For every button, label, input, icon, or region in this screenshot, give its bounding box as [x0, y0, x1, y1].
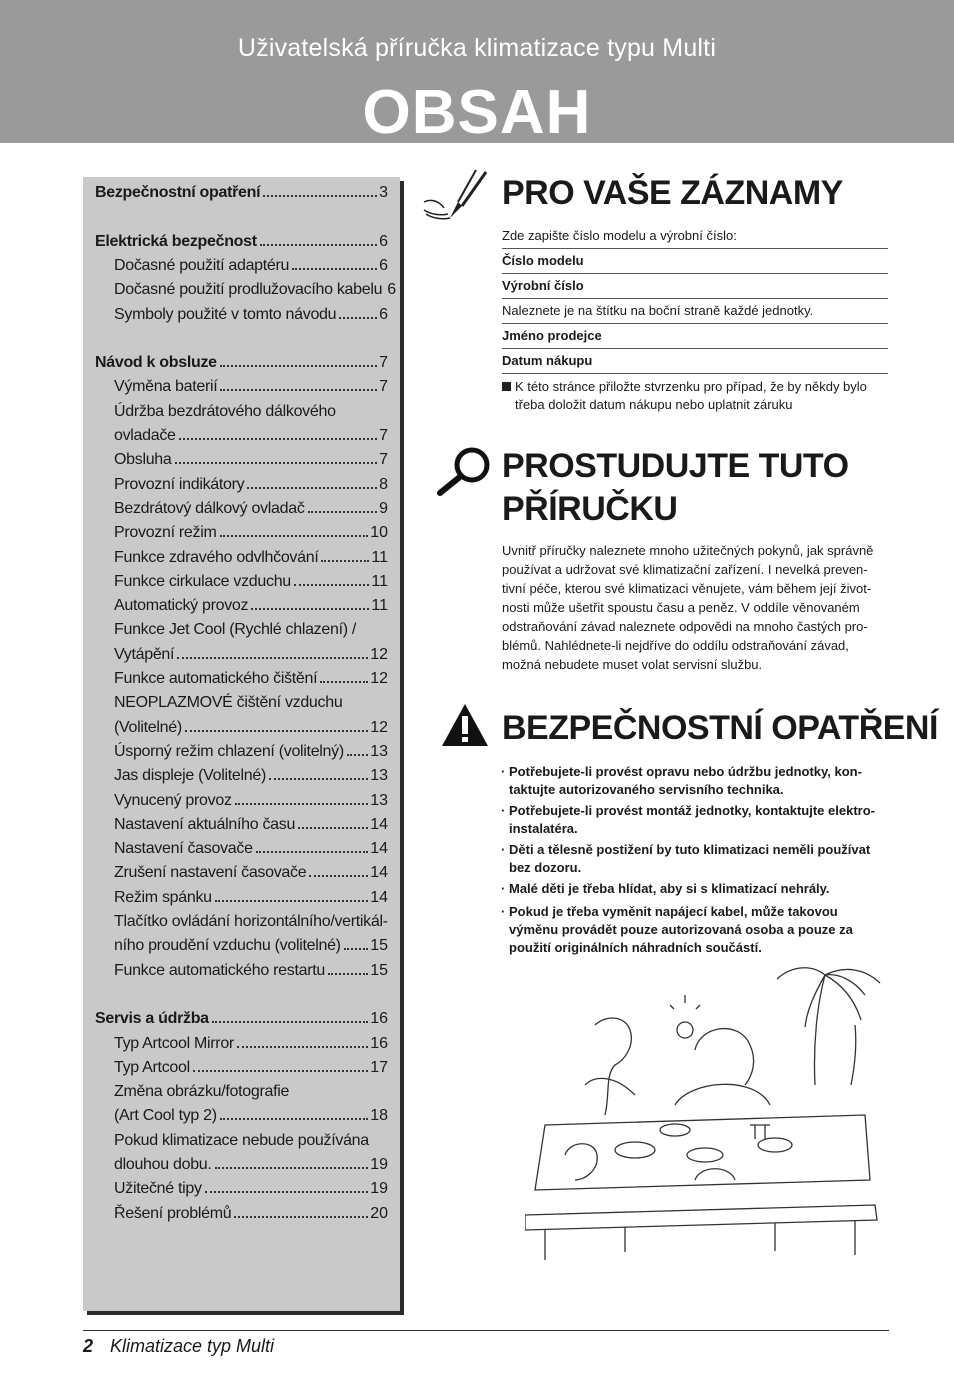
toc-leader-dots	[177, 656, 368, 659]
safety-item-line: instalatéra.	[509, 821, 578, 836]
safety-item-line: bez dozoru.	[509, 860, 582, 875]
toc-entry-page: 18	[370, 1107, 388, 1125]
footer-divider	[83, 1330, 889, 1331]
bullet-icon: ·	[501, 842, 506, 857]
picnic-illustration	[525, 965, 890, 1265]
toc-leader-dots	[220, 1117, 368, 1120]
study-title-line1: PROSTUDUJTE TUTO	[502, 447, 849, 485]
toc-entry-label: Úsporný režim chlazení (volitelný)	[114, 742, 344, 760]
divider	[502, 323, 888, 324]
toc-entry-page: 16	[370, 1034, 388, 1052]
toc-entry	[114, 401, 388, 423]
records-note-line1: K této stránce přiložte stvrzenku pro případ, že by někdy bylo	[515, 379, 867, 394]
toc-entry	[114, 1105, 388, 1127]
bullet-icon: ·	[501, 803, 506, 818]
toc-entry	[114, 595, 388, 617]
toc-entry-label: Dočasné použití adaptéru	[114, 256, 290, 274]
toc-entry-page: 8	[379, 475, 388, 493]
toc-leader-dots	[344, 947, 369, 950]
toc-leader-dots	[212, 1020, 368, 1023]
toc-entry-label: (Volitelné)	[114, 718, 182, 736]
toc-entry-label: Tlačítko ovládání horizontálního/vertikál-	[114, 913, 388, 930]
toc-entry	[114, 838, 388, 860]
toc-leader-dots	[179, 437, 377, 440]
toc-entry-label: Provozní indikátory	[114, 475, 245, 493]
toc-entry	[114, 668, 388, 690]
toc-entry-label: Změna obrázku/fotografie	[114, 1083, 290, 1101]
study-text-line: blémů. Nahlédnete-li nejdříve do oddílu odstraňování závad,	[502, 638, 849, 653]
toc-entry	[114, 814, 388, 836]
model-label: Číslo modelu	[502, 253, 584, 268]
safety-item-line: Malé děti je třeba hlídat, aby si s klimatizací nehrály.	[509, 881, 830, 896]
toc-entry	[114, 1154, 388, 1176]
toc-entry	[114, 960, 388, 982]
toc-leader-dots	[251, 607, 369, 610]
toc-leader-dots	[205, 1190, 369, 1193]
toc-entry-page: 14	[370, 815, 388, 833]
toc-entry	[114, 741, 388, 763]
serial-note: Naleznete je na štítku na boční straně každé jednotky.	[502, 303, 814, 318]
toc-entry-label: Symboly použité v tomto návodu	[114, 305, 337, 323]
toc-leader-dots	[328, 972, 368, 975]
toc-leader-dots	[237, 1045, 368, 1048]
magnifier-icon	[436, 445, 494, 497]
toc-leader-dots	[235, 802, 369, 805]
toc-entry-label: Nastavení aktuálního času	[114, 815, 296, 833]
toc-entry-page: 15	[370, 937, 388, 955]
toc-entry-label: NEOPLAZMOVÉ čištění vzduchu	[114, 694, 343, 712]
toc-entry	[114, 1178, 388, 1200]
divider	[502, 373, 888, 374]
toc-entry	[114, 279, 397, 301]
toc-entry-page: 12	[370, 670, 388, 687]
divider	[502, 273, 888, 274]
header-subtitle: Uživatelská příručka klimatizace typu Multi	[237, 34, 717, 62]
toc-leader-dots	[234, 1215, 368, 1218]
toc-leader-dots	[185, 729, 368, 732]
toc-entry	[114, 790, 388, 812]
toc-leader-dots	[193, 1069, 368, 1072]
toc-entry-page: 11	[371, 548, 388, 566]
serial-label: Výrobní číslo	[502, 278, 584, 293]
toc-entry-label: (Art Cool typ 2)	[114, 1107, 217, 1125]
toc-entry	[114, 425, 388, 447]
safety-item-line: Potřebujete-li provést opravu nebo údržbu jednotky, kon-	[509, 764, 862, 779]
toc-entry-page: 12	[370, 645, 388, 663]
toc-leader-dots	[215, 899, 368, 902]
toc-entry	[114, 571, 388, 593]
toc-entry-label: Servis a údržba	[95, 1010, 209, 1028]
toc-entry-page: 9	[379, 499, 388, 517]
toc-entry	[114, 474, 388, 496]
toc-entry-page: 7	[379, 354, 388, 372]
toc-entry-page: 19	[370, 1156, 388, 1173]
toc-leader-dots	[269, 777, 368, 780]
page-title: OBSAH	[362, 78, 592, 147]
toc-entry-page: 7	[379, 378, 388, 396]
toc-entry-label: Výměna baterií	[114, 378, 218, 396]
toc-entry-label: Užitečné tipy	[114, 1180, 202, 1198]
toc-entry	[114, 619, 388, 641]
toc-entry	[114, 547, 388, 569]
toc-entry-label: Automatický provoz	[114, 597, 249, 615]
study-text-line: používat a udržovat své klimatizační zařízení. I nevelká preven-	[502, 562, 868, 577]
toc-entry-label: Funkce cirkulace vzduchu	[114, 572, 291, 590]
toc-leader-dots	[175, 461, 378, 464]
toc-entry-page: 20	[370, 1204, 388, 1222]
toc-entry-page: 15	[370, 961, 388, 979]
safety-item-line: výměnu provádět pouze autorizovaná osoba a pouze za	[509, 922, 853, 937]
toc-entry-label: Řešení problémů	[114, 1204, 232, 1222]
safety-title: BEZPEČNOSTNÍ OPATŘENÍ	[502, 709, 938, 747]
study-text-line: nosti může ušetřit spoustu času a peněz. V oddíle věnovaném	[502, 600, 860, 615]
study-text	[502, 541, 892, 674]
toc-entry-label: Zrušení nastavení časovače	[114, 864, 307, 882]
safety-item-line: taktujte autorizovaného servisního technika.	[509, 782, 784, 797]
toc-entry-label: Režim spánku	[114, 888, 212, 906]
divider	[502, 298, 888, 299]
page-number: 2	[83, 1336, 94, 1356]
toc-entry-label: Nastavení časovače	[114, 840, 253, 858]
toc-entry-page: 7	[379, 427, 388, 444]
toc-entry-page: 6	[387, 281, 397, 299]
toc-leader-dots	[321, 559, 369, 562]
toc-entry-page: 11	[371, 572, 388, 590]
table-of-contents	[83, 177, 400, 1311]
toc-entry	[95, 352, 388, 374]
toc-entry	[114, 887, 388, 909]
bullet-icon: ·	[501, 764, 506, 779]
toc-entry-page: 13	[370, 791, 388, 809]
toc-entry-label: dlouhou dobu.	[114, 1156, 212, 1173]
toc-entry	[114, 522, 388, 544]
safety-item-text	[509, 903, 893, 957]
toc-entry-page: 12	[370, 718, 388, 736]
toc-entry-label: Návod k obsluze	[95, 354, 217, 372]
toc-entry	[114, 765, 388, 787]
toc-entry-page: 6	[379, 305, 388, 323]
warning-icon	[440, 702, 490, 748]
records-note	[502, 378, 892, 414]
study-text-line: Uvnitř příručky naleznete mnoho užitečných pokynů, jak správně	[502, 543, 874, 558]
toc-entry-page: 14	[370, 840, 388, 858]
toc-leader-dots	[220, 388, 377, 391]
study-text-line: možná nebudete muset volat servisní službu.	[502, 657, 763, 672]
study-text-line: odstraňování závad naleznete odpovědi na mnoho častých pro-	[502, 619, 868, 634]
toc-entry-page: 6	[379, 256, 388, 274]
toc-entry-label: Jas displeje (Volitelné)	[114, 767, 266, 785]
toc-entry-label: Funkce automatického čištění	[114, 670, 318, 687]
toc-entry	[114, 862, 388, 884]
safety-item-line: Pokud je třeba vyměnit napájecí kabel, může takovou	[509, 904, 838, 919]
safety-item-text	[509, 880, 893, 898]
pen-icon	[422, 168, 494, 226]
divider	[502, 348, 888, 349]
toc-leader-dots	[347, 753, 368, 756]
safety-item-text	[509, 841, 893, 877]
toc-leader-dots	[220, 364, 377, 367]
toc-entry	[114, 498, 388, 520]
toc-entry-label: Údržba bezdrátového dálkového	[114, 402, 336, 420]
toc-entry-label: Bezdrátový dálkový ovladač	[114, 499, 305, 517]
toc-leader-dots	[263, 194, 377, 197]
toc-leader-dots	[294, 583, 370, 586]
toc-entry-label: Vynucený provoz	[114, 791, 232, 809]
toc-entry	[95, 231, 388, 253]
study-title-line2: PŘÍRUČKU	[502, 490, 678, 528]
toc-leader-dots	[309, 874, 368, 877]
toc-entry-label: Vytápění	[114, 645, 175, 663]
toc-entry-label: Pokud klimatizace nebude používána	[114, 1131, 369, 1149]
square-bullet-icon	[502, 382, 511, 391]
toc-entry	[114, 1057, 388, 1079]
toc-leader-dots	[220, 534, 369, 537]
toc-entry-page: 16	[370, 1010, 388, 1028]
toc-entry	[114, 1203, 388, 1225]
toc-entry	[114, 911, 388, 933]
safety-item-text	[509, 802, 893, 838]
toc-entry-label: Funkce zdravého odvlhčování	[114, 548, 319, 566]
toc-entry-label: Typ Artcool Mirror	[114, 1034, 234, 1052]
toc-entry-page: 6	[379, 232, 388, 250]
toc-entry-page: 13	[370, 742, 388, 760]
safety-item-text	[509, 763, 893, 799]
dealer-label: Jméno prodejce	[502, 328, 602, 343]
toc-entry-label: ovladače	[114, 427, 176, 444]
toc-entry-label: Obsluha	[114, 451, 172, 469]
bullet-icon: ·	[501, 881, 506, 896]
toc-entry-page: 11	[371, 597, 388, 615]
safety-item-line: Děti a tělesně postižení by tuto klimatizaci neměli používat	[509, 842, 871, 857]
toc-leader-dots	[308, 510, 378, 513]
toc-entry	[114, 717, 388, 739]
toc-leader-dots	[256, 850, 369, 853]
toc-entry-page: 10	[370, 524, 388, 542]
divider	[502, 248, 888, 249]
safety-item-line: použití originálních náhradních součástí.	[509, 940, 762, 955]
page-header	[0, 0, 954, 147]
toc-entry-label: Funkce Jet Cool (Rychlé chlazení) /	[114, 621, 357, 639]
toc-entry-page: 14	[370, 888, 388, 906]
toc-entry-label: Funkce automatického restartu	[114, 961, 325, 979]
footer-label: Klimatizace typ Multi	[110, 1336, 275, 1356]
toc-entry-label: Dočasné použití prodlužovacího kabelu	[114, 281, 383, 299]
toc-entry	[114, 935, 388, 957]
toc-entry-page: 7	[379, 451, 388, 469]
toc-leader-dots	[260, 243, 377, 246]
toc-entry-label: ního proudění vzduchu (volitelné)	[114, 937, 341, 955]
toc-entry	[95, 182, 388, 204]
toc-entry-page: 19	[370, 1180, 388, 1198]
toc-leader-dots	[215, 1166, 369, 1169]
toc-entry-label: Bezpečnostní opatření	[95, 184, 261, 201]
toc-entry-label: Typ Artcool	[114, 1058, 190, 1076]
toc-entry	[114, 376, 388, 398]
toc-entry	[114, 449, 388, 471]
toc-entry-page: 14	[370, 864, 388, 882]
study-text-line: tivní péče, kterou své klimatizaci věnujete, vám během její život-	[502, 581, 872, 596]
toc-entry	[114, 1081, 388, 1103]
toc-entry	[114, 1130, 388, 1152]
safety-item-line: Potřebujete-li provést montáž jednotky, kontaktujte elektro-	[509, 803, 875, 818]
bullet-icon: ·	[501, 904, 506, 919]
records-note-line2: třeba doložit datum nákupu nebo uplatnit záruku	[515, 397, 793, 412]
toc-entry	[114, 304, 388, 326]
toc-entry-label: Provozní režim	[114, 524, 217, 542]
toc-entry-label: Elektrická bezpečnost	[95, 232, 257, 250]
toc-leader-dots	[292, 267, 377, 270]
toc-entry-page: 17	[370, 1058, 388, 1076]
toc-entry-page: 13	[370, 767, 388, 785]
toc-entry	[114, 644, 388, 666]
records-title: PRO VAŠE ZÁZNAMY	[502, 174, 843, 212]
toc-leader-dots	[247, 486, 377, 489]
toc-entry	[95, 1008, 388, 1030]
toc-entry-page: 3	[379, 184, 388, 201]
toc-entry	[114, 692, 388, 714]
toc-entry	[114, 255, 388, 277]
toc-leader-dots	[320, 680, 368, 683]
toc-entry	[114, 1033, 388, 1055]
toc-leader-dots	[339, 316, 377, 319]
records-intro: Zde zapište číslo modelu a výrobní číslo:	[502, 228, 737, 243]
date-label: Datum nákupu	[502, 353, 593, 368]
toc-leader-dots	[298, 826, 368, 829]
